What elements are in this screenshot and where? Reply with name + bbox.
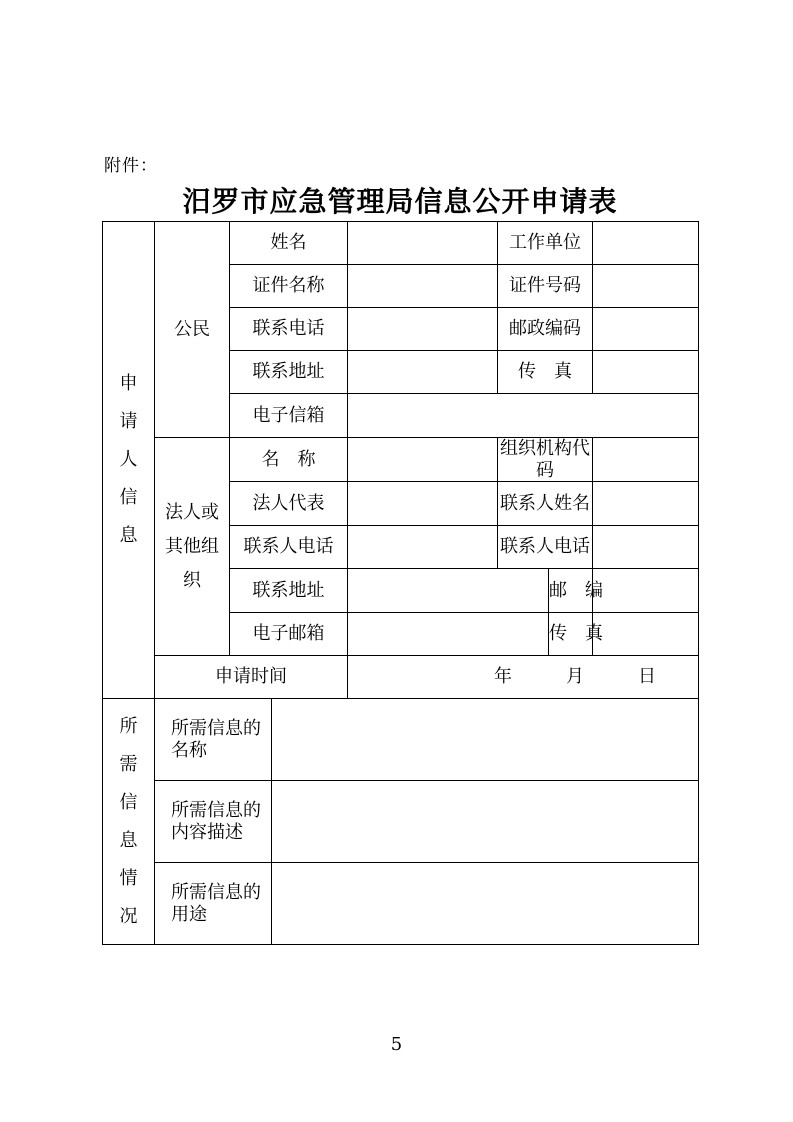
citizen-label: 公民 <box>174 318 210 340</box>
citizen-postal-code-label: 邮政编码 <box>498 308 593 351</box>
citizen-id-number-value[interactable] <box>593 265 699 308</box>
org-legal-rep-value[interactable] <box>348 482 498 526</box>
info-description-label-text: 所需信息的内容描述 <box>171 800 261 843</box>
org-email-label: 电子邮箱 <box>230 613 348 656</box>
org-code-value[interactable] <box>593 438 699 482</box>
citizen-employer-label: 工作单位 <box>498 222 593 265</box>
citizen-id-type-value[interactable] <box>348 265 498 308</box>
info-purpose-label-text: 所需信息的用途 <box>171 882 261 925</box>
org-contact-name-value[interactable] <box>593 482 699 526</box>
org-address-value[interactable] <box>348 569 549 613</box>
org-contact-phone-label-2: 联系人电话 <box>498 526 593 569</box>
citizen-id-number-label: 证件号码 <box>498 265 593 308</box>
citizen-fax-label: 传 真 <box>498 351 593 394</box>
apply-time-date[interactable]: 年 月 日 <box>348 656 699 699</box>
apply-time-label: 申请时间 <box>155 656 348 699</box>
org-email-value[interactable] <box>348 613 549 656</box>
citizen-fax-value[interactable] <box>593 351 699 394</box>
page-number: 5 <box>390 1034 403 1055</box>
org-postal-label: 邮 编 <box>549 569 593 613</box>
org-contact-name-label: 联系人姓名 <box>498 482 593 526</box>
info-name-value[interactable] <box>272 699 699 781</box>
citizen-email-label: 电子信箱 <box>230 394 348 438</box>
org-contact-phone-value[interactable] <box>348 526 498 569</box>
citizen-phone-value[interactable] <box>348 308 498 351</box>
info-purpose-label <box>155 863 272 945</box>
organization-category-cell <box>155 438 230 656</box>
org-postal-value[interactable] <box>593 569 699 613</box>
org-contact-phone-label: 联系人电话 <box>230 526 348 569</box>
citizen-address-value[interactable] <box>348 351 498 394</box>
org-fax-value[interactable] <box>593 613 699 656</box>
citizen-employer-value[interactable] <box>593 222 699 265</box>
org-code-label: 组织机构代码 <box>498 438 593 482</box>
applicant-info-section-label <box>103 222 155 699</box>
org-fax-label: 传 真 <box>549 613 593 656</box>
form-title: 汨罗市应急管理局信息公开申请表 <box>182 185 618 218</box>
attachment-label: 附件： <box>104 156 158 176</box>
info-name-label-text: 所需信息的名称 <box>171 718 261 761</box>
organization-label: 法人或其他组织 <box>165 501 219 591</box>
org-name-label: 名 称 <box>230 438 348 482</box>
citizen-name-value[interactable] <box>348 222 498 265</box>
citizen-phone-label: 联系电话 <box>230 308 348 351</box>
org-name-value[interactable] <box>348 438 498 482</box>
citizen-name-label: 姓名 <box>230 222 348 265</box>
info-purpose-value[interactable] <box>272 863 699 945</box>
citizen-category-cell <box>155 222 230 438</box>
citizen-email-value[interactable] <box>348 394 699 438</box>
info-description-value[interactable] <box>272 781 699 863</box>
applicant-info-label: 申请人信息 <box>119 373 138 547</box>
citizen-id-type-label: 证件名称 <box>230 265 348 308</box>
org-contact-phone-value-2[interactable] <box>593 526 699 569</box>
info-name-label <box>155 699 272 781</box>
citizen-postal-code-value[interactable] <box>593 308 699 351</box>
application-form-table <box>102 221 699 945</box>
info-section-label: 所需信息情况 <box>119 715 138 927</box>
citizen-address-label: 联系地址 <box>230 351 348 394</box>
info-section-label-cell <box>103 699 155 945</box>
info-description-label <box>155 781 272 863</box>
org-legal-rep-label: 法人代表 <box>230 482 348 526</box>
org-address-label: 联系地址 <box>230 569 348 613</box>
